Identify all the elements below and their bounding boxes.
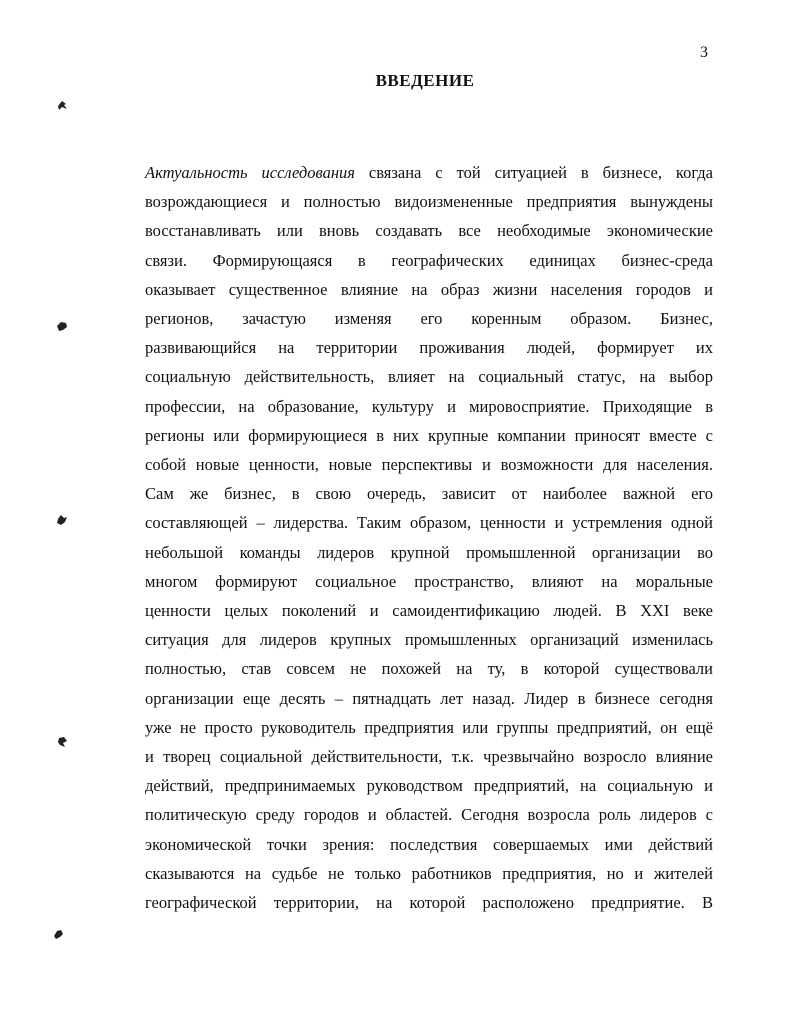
- body-line: собой новые ценности, новые перспективы и возможности для населения.: [145, 455, 713, 475]
- lead-phrase: Актуальность исследования: [145, 163, 355, 182]
- scan-blot-icon: [56, 320, 68, 332]
- body-line: сказываются на судьбе не только работников предприятия, но и жителей: [145, 863, 713, 883]
- body-line: действий, предпринимаемых руководством предприятий, на социальную и: [145, 776, 713, 796]
- body-line: Сам же бизнес, в свою очередь, зависит от наиболее важной его: [145, 484, 713, 504]
- body-line: восстанавливать или вновь создавать все необходимые экономические: [145, 221, 713, 241]
- page-title: ВВЕДЕНИЕ: [375, 71, 475, 90]
- scan-blot-icon: [56, 99, 68, 111]
- body-line: политическую среду городов и областей. Сегодня возросла роль лидеров с: [145, 805, 713, 825]
- scan-blot-icon: [56, 514, 68, 526]
- body-line: ценности целых поколений и самоидентификацию людей. В XXI веке: [145, 601, 713, 621]
- body-line: полностью, став совсем не похожей на ту, в которой существовали: [145, 659, 713, 679]
- body-line: небольшой команды лидеров крупной промышленной организации во: [145, 542, 713, 562]
- body-line: Актуальность исследования связана с той ситуацией в бизнесе, когда: [145, 163, 713, 182]
- body-line: регионов, зачастую изменяя его коренным образом. Бизнес,: [145, 309, 713, 329]
- body-line: организации еще десять – пятнадцать лет назад. Лидер в бизнесе сегодня: [145, 688, 713, 708]
- body-line: возрождающиеся и полностью видоизмененные предприятия вынуждены: [145, 192, 713, 212]
- body-line: ситуация для лидеров крупных промышленных организаций изменилась: [145, 630, 713, 650]
- body-line: и творец социальной действительности, т.к. чрезвычайно возросло влияние: [145, 747, 713, 767]
- scan-blot-icon: [56, 736, 68, 748]
- body-line: оказывает существенное влияние на образ жизни населения городов и: [145, 279, 713, 299]
- body-line: уже не просто руководитель предприятия или группы предприятий, он ещё: [145, 717, 713, 737]
- body-line: связи. Формирующаяся в географических единицах бизнес-среда: [145, 250, 713, 270]
- body-paragraph: [145, 158, 713, 917]
- body-line: географической территории, на которой расположено предприятие. В: [145, 893, 713, 913]
- body-line: профессии, на образование, культуру и мировосприятие. Приходящие в: [145, 396, 713, 416]
- body-line: социальную действительность, влияет на социальный статус, на выбор: [145, 367, 713, 387]
- scan-blot-icon: [52, 928, 64, 940]
- body-line: экономической точки зрения: последствия совершаемых ими действий: [145, 834, 713, 854]
- body-line: развивающийся на территории проживания людей, формирует их: [145, 338, 713, 358]
- body-line: составляющей – лидерства. Таким образом, ценности и устремления одной: [145, 513, 713, 533]
- body-line: регионы или формирующиеся в них крупные компании приносят вместе с: [145, 425, 713, 445]
- body-line: многом формируют социальное пространство, влияют на моральные: [145, 571, 713, 591]
- page-number: 3: [700, 44, 708, 61]
